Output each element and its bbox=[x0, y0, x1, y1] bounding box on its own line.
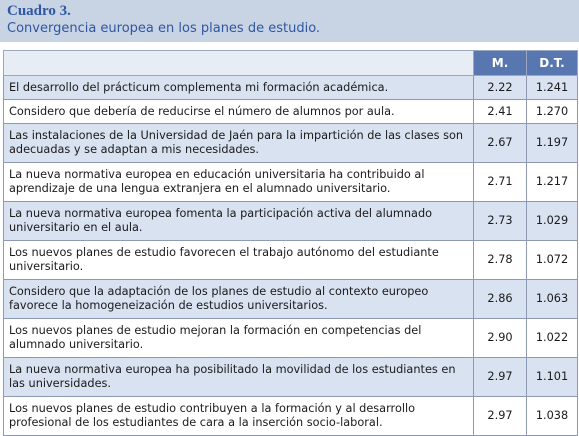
table-row bbox=[4, 124, 578, 163]
header-sd: D.T. bbox=[527, 51, 578, 76]
row-mean: 2.71 bbox=[474, 163, 527, 202]
row-mean: 2.22 bbox=[474, 76, 527, 100]
row-item: La nueva normativa europea ha posibilitado la movilidad de los estudiantes en las universidades. bbox=[4, 358, 474, 397]
table-row bbox=[4, 358, 578, 397]
row-sd: 1.063 bbox=[527, 280, 578, 319]
row-item: Considero que la adaptación de los planes de estudio al contexto europeo favorece la homogeneización de estudios universitarios. bbox=[4, 280, 474, 319]
row-item: Los nuevos planes de estudio contribuyen a la formación y al desarrollo profesional de los estudiantes de cara a la inserción socio-laboral. bbox=[4, 397, 474, 436]
row-sd: 1.022 bbox=[527, 319, 578, 358]
row-item: La nueva normativa europea en educación universitaria ha contribuido al aprendizaje de una lengua extranjera en el alumnado universitario. bbox=[4, 163, 474, 202]
table-row bbox=[4, 241, 578, 280]
row-mean: 2.90 bbox=[474, 319, 527, 358]
table-row bbox=[4, 76, 578, 100]
header-mean: M. bbox=[474, 51, 527, 76]
table-row bbox=[4, 319, 578, 358]
row-mean: 2.41 bbox=[474, 100, 527, 124]
row-sd: 1.101 bbox=[527, 358, 578, 397]
row-item: Considero que debería de reducirse el número de alumnos por aula. bbox=[4, 100, 474, 124]
table-row bbox=[4, 202, 578, 241]
row-sd: 1.197 bbox=[527, 124, 578, 163]
row-mean: 2.97 bbox=[474, 397, 527, 436]
row-sd: 1.029 bbox=[527, 202, 578, 241]
row-mean: 2.73 bbox=[474, 202, 527, 241]
row-item: Los nuevos planes de estudio favorecen el trabajo autónomo del estudiante universitario. bbox=[4, 241, 474, 280]
row-item: Las instalaciones de la Universidad de Jaén para la impartición de las clases son adecuadas y se adaptan a mis necesidades. bbox=[4, 124, 474, 163]
row-mean: 2.86 bbox=[474, 280, 527, 319]
results-table bbox=[3, 50, 578, 436]
row-mean: 2.78 bbox=[474, 241, 527, 280]
row-item: La nueva normativa europea fomenta la participación activa del alumnado universitario en el aula. bbox=[4, 202, 474, 241]
row-item: Los nuevos planes de estudio mejoran la formación en competencias del alumnado universitario. bbox=[4, 319, 474, 358]
row-mean: 2.67 bbox=[474, 124, 527, 163]
table-row bbox=[4, 397, 578, 436]
table-row bbox=[4, 280, 578, 319]
row-sd: 1.270 bbox=[527, 100, 578, 124]
caption-title: Convergencia europea en los planes de estudio. bbox=[7, 21, 321, 36]
header-item bbox=[4, 51, 474, 76]
row-sd: 1.217 bbox=[527, 163, 578, 202]
row-sd: 1.038 bbox=[527, 397, 578, 436]
row-mean: 2.97 bbox=[474, 358, 527, 397]
table-caption bbox=[0, 0, 579, 42]
table-row bbox=[4, 163, 578, 202]
header-row bbox=[4, 51, 578, 76]
row-item: El desarrollo del prácticum complementa mi formación académica. bbox=[4, 76, 474, 100]
caption-number: Cuadro 3. bbox=[7, 3, 71, 19]
table-row bbox=[4, 100, 578, 124]
row-sd: 1.241 bbox=[527, 76, 578, 100]
row-sd: 1.072 bbox=[527, 241, 578, 280]
